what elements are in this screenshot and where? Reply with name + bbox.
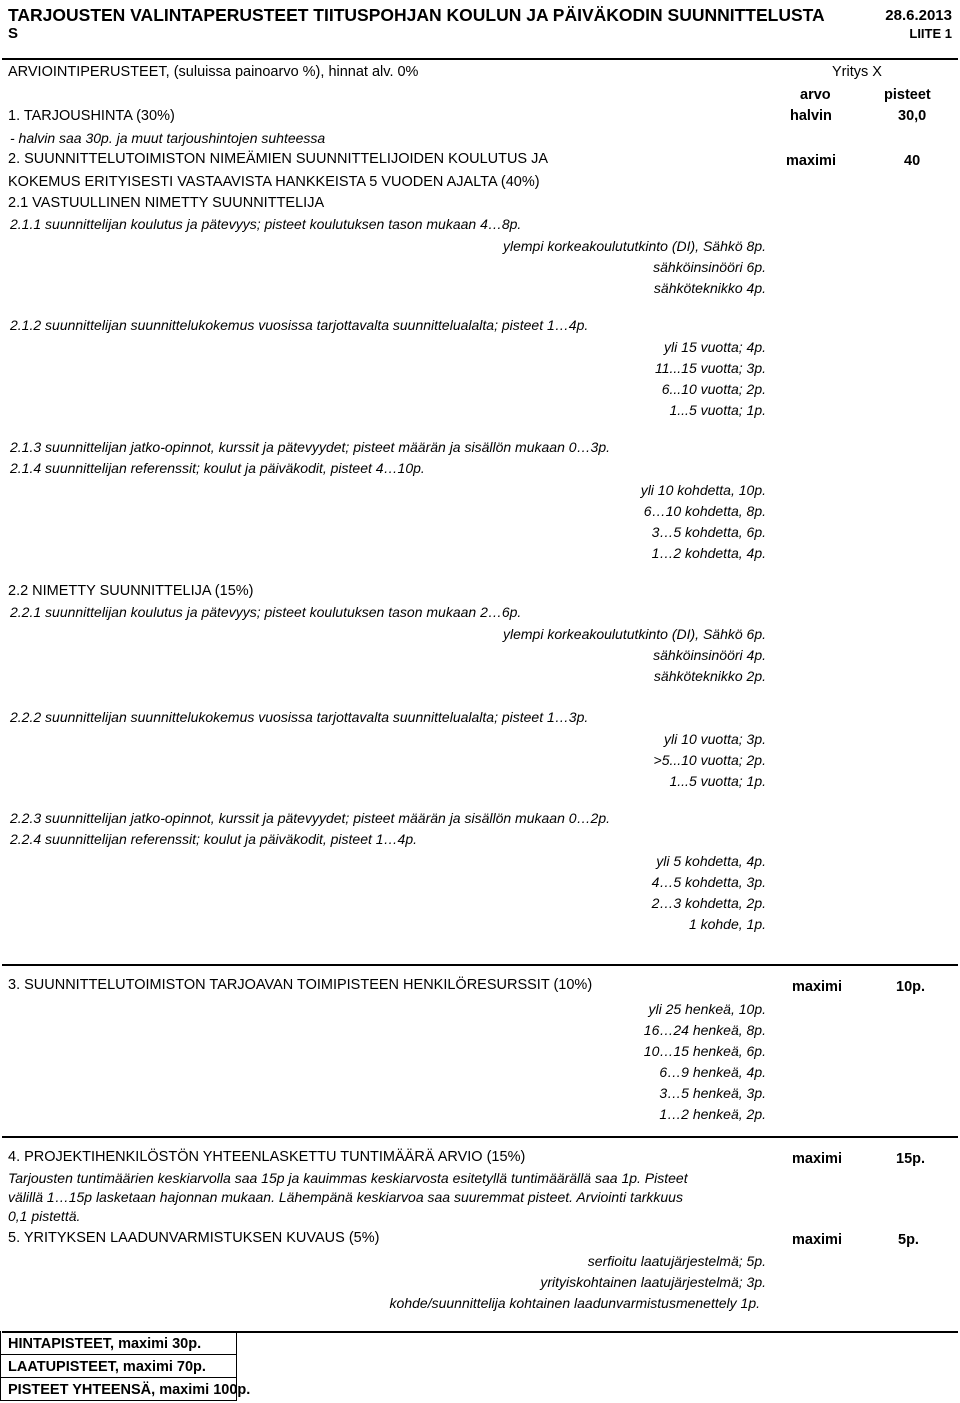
option-2-1-1: sähköteknikko 4p.	[653, 280, 766, 296]
section-1-points: 30,0	[898, 108, 927, 124]
option-2-1-4: 6…10 kohdetta, 8p.	[643, 503, 766, 519]
option-3: 6…9 henkeä, 4p.	[659, 1064, 766, 1080]
section-4-title: 4. PROJEKTIHENKILÖSTÖN YHTEENLASKETTU TUNTIMÄÄRÄ ARVIO (15%)	[8, 1149, 526, 1165]
option-2-1-1: ylempi korkeakoulututkinto (DI), Sähkö 8p.	[502, 238, 766, 254]
section-2-title: 2. SUUNNITTELUTOIMISTON NIMEÄMIEN SUUNNITTELIJOIDEN KOULUTUS JA	[8, 151, 549, 167]
section-divider	[2, 1331, 958, 1333]
option-2-1-4: 1…2 kohdetta, 4p.	[651, 545, 766, 561]
option-3: 1…2 henkeä, 2p.	[659, 1106, 766, 1122]
document-title: TARJOUSTEN VALINTAPERUSTEET TIITUSPOHJAN KOULUN JA PÄIVÄKODIN SUUNNITTELUSTA	[8, 5, 825, 25]
section-1-note: - halvin saa 30p. ja muut tarjoushintojen suhteessa	[10, 130, 326, 146]
section-2-2-title: 2.2 NIMETTY SUUNNITTELIJA (15%)	[8, 583, 254, 599]
column-points-header: pisteet	[884, 87, 931, 103]
criterion-2-2-3: 2.2.3 suunnittelijan jatko-opinnot, kurssit ja pätevyydet; pisteet määrän ja sisällön mukaan 0…2p.	[10, 810, 611, 826]
option-3: 16…24 henkeä, 8p.	[643, 1022, 766, 1038]
criterion-2-1-4: 2.1.4 suunnittelijan referenssit; koulut ja päiväkodit, pisteet 4…10p.	[10, 460, 425, 476]
total-price-points: HINTAPISTEET, maximi 30p.	[8, 1336, 202, 1352]
option-2-1-2: yli 15 vuotta; 4p.	[664, 339, 766, 355]
option-3: yli 25 henkeä, 10p.	[648, 1001, 766, 1017]
option-2-2-1: sähköteknikko 2p.	[653, 668, 766, 684]
option-2-2-4: 1 kohde, 1p.	[688, 916, 766, 932]
option-2-2-2: >5...10 vuotta; 2p.	[653, 752, 766, 768]
section-2-1-title: 2.1 VASTUULLINEN NIMETTY SUUNNITTELIJA	[8, 195, 325, 211]
column-value-header: arvo	[800, 87, 831, 103]
section-divider	[2, 1136, 958, 1138]
criterion-2-1-1: 2.1.1 suunnittelijan koulutus ja pätevyys; pisteet koulutuksen tason mukaan 4…8p.	[10, 216, 522, 232]
section-5-points: 5p.	[898, 1232, 919, 1248]
totals-left-border	[0, 1331, 1, 1401]
option-2-1-4: 3…5 kohdetta, 6p.	[651, 524, 766, 540]
company-name: Yritys X	[832, 64, 882, 80]
document-date: 28.6.2013	[885, 7, 952, 24]
section-3-value: maximi	[792, 979, 842, 995]
option-2-2-4: yli 5 kohdetta, 4p.	[656, 853, 766, 869]
document-title-continuation: S	[8, 25, 19, 42]
attachment-label: LIITE 1	[909, 26, 952, 41]
criterion-2-2-4: 2.2.4 suunnittelijan referenssit; koulut ja päiväkodit, pisteet 1…4p.	[10, 831, 418, 847]
option-2-2-2: yli 10 vuotta; 3p.	[664, 731, 766, 747]
option-2-1-2: 6...10 vuotta; 2p.	[661, 381, 766, 397]
section-1-title: 1. TARJOUSHINTA (30%)	[8, 108, 175, 124]
section-2-points: 40	[904, 153, 921, 169]
section-divider	[2, 964, 958, 966]
option-3: 3…5 henkeä, 3p.	[659, 1085, 766, 1101]
option-2-1-2: 1...5 vuotta; 1p.	[669, 402, 766, 418]
section-3-points: 10p.	[896, 979, 926, 995]
total-points: PISTEET YHTEENSÄ, maximi 100p.	[8, 1382, 251, 1398]
criterion-2-1-3: 2.1.3 suunnittelijan jatko-opinnot, kurssit ja pätevyydet; pisteet määrän ja sisällön mukaan 0…3p.	[10, 439, 611, 455]
criterion-2-2-2: 2.2.2 suunnittelijan suunnittelukokemus vuosissa tarjottavalta suunnittelualalta; pisteet 1…3p.	[10, 709, 589, 725]
section-4-points: 15p.	[896, 1151, 926, 1167]
section-2-value: maximi	[786, 153, 836, 169]
section-4-value: maximi	[792, 1151, 842, 1167]
criteria-heading: ARVIOINTIPERUSTEET, (suluissa painoarvo %), hinnat alv. 0%	[8, 64, 419, 80]
option-2-2-1: ylempi korkeakoulututkinto (DI), Sähkö 6p.	[502, 626, 766, 642]
section-3-title: 3. SUUNNITTELUTOIMISTON TARJOAVAN TOIMIPISTEEN HENKILÖRESURSSIT (10%)	[8, 977, 593, 993]
option-5: kohde/suunnittelija kohtainen laadunvarmistusmenettely 1p.	[389, 1295, 760, 1311]
section-5-value: maximi	[792, 1232, 842, 1248]
option-2-1-1: sähköinsinööri 6p.	[653, 259, 766, 275]
option-2-1-2: 11...15 vuotta; 3p.	[654, 360, 766, 376]
option-5: serfioitu laatujärjestelmä; 5p.	[587, 1253, 766, 1269]
criterion-2-1-2: 2.1.2 suunnittelijan suunnittelukokemus vuosissa tarjottavalta suunnittelualalta; pisteet 1…4p.	[10, 317, 589, 333]
section-2-title-line2: KOKEMUS ERITYISESTI VASTAAVISTA HANKKEISTA 5 VUODEN AJALTA (40%)	[8, 174, 540, 190]
section-1-value: halvin	[790, 108, 832, 124]
totals-row-line	[0, 1377, 237, 1378]
section-4-text: Tarjousten tuntimäärien keskiarvolla saa 15p ja kauimmas keskiarvosta esitetyllä tuntimäärällä saa 1p. Pisteet	[8, 1170, 688, 1186]
option-2-2-1: sähköinsinööri 4p.	[653, 647, 766, 663]
option-2-2-4: 2…3 kohdetta, 2p.	[651, 895, 766, 911]
option-5: yrityiskohtainen laatujärjestelmä; 3p.	[540, 1274, 766, 1290]
option-3: 10…15 henkeä, 6p.	[643, 1043, 766, 1059]
criterion-2-2-1: 2.2.1 suunnittelijan koulutus ja pätevyys; pisteet koulutuksen tason mukaan 2…6p.	[10, 604, 522, 620]
option-2-1-4: yli 10 kohdetta, 10p.	[640, 482, 766, 498]
totals-row-line	[0, 1354, 237, 1355]
option-2-2-4: 4…5 kohdetta, 3p.	[651, 874, 766, 890]
option-2-2-2: 1...5 vuotta; 1p.	[669, 773, 766, 789]
totals-row-line	[0, 1400, 237, 1401]
section-5-title: 5. YRITYKSEN LAADUNVARMISTUKSEN KUVAUS (5%)	[8, 1230, 380, 1246]
total-quality-points: LAATUPISTEET, maximi 70p.	[8, 1359, 206, 1375]
top-border	[2, 58, 958, 60]
section-4-text: 0,1 pistettä.	[8, 1208, 81, 1224]
section-4-text: välillä 1…15p lasketaan hajonnan mukaan. Lähempänä keskiarvoa saa suuremmat pisteet. Arviointi tarkkuus	[8, 1189, 683, 1205]
